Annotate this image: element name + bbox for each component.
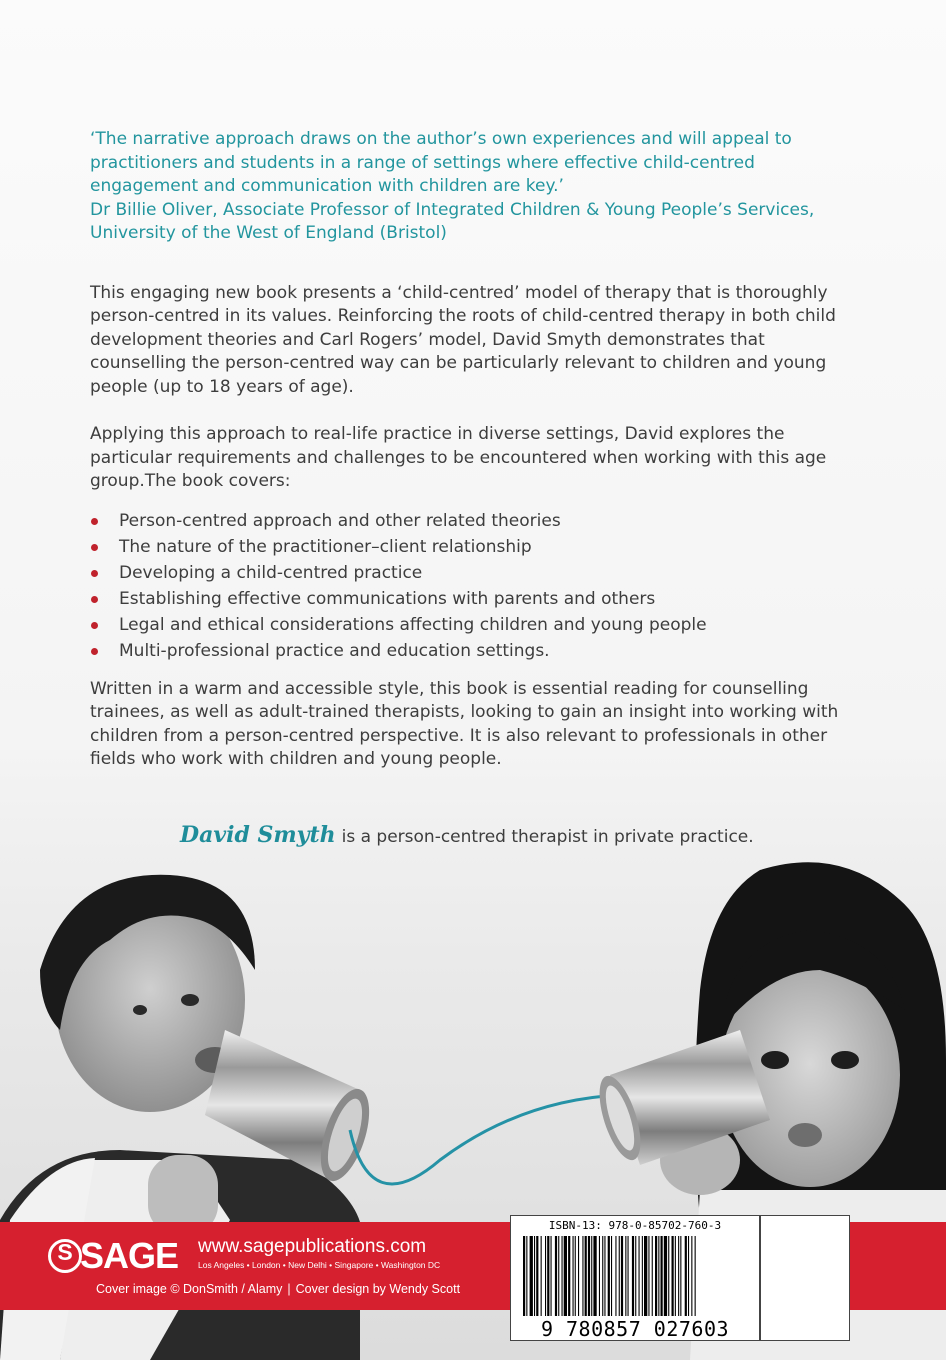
cover-text bbox=[90, 128, 850, 772]
barcode-bar bbox=[628, 1236, 629, 1316]
barcode-bar bbox=[619, 1236, 620, 1316]
barcode-bar bbox=[691, 1236, 692, 1316]
barcode-bar bbox=[564, 1236, 567, 1316]
barcode-bar bbox=[644, 1236, 647, 1316]
barcode-bar bbox=[685, 1236, 687, 1316]
barcode-bar bbox=[578, 1236, 579, 1316]
barcode-bar bbox=[547, 1236, 549, 1316]
author-name: David Smyth bbox=[180, 822, 336, 848]
bullet-icon bbox=[91, 596, 98, 603]
barcode-bar bbox=[585, 1236, 587, 1316]
isbn-label: ISBN-13: 978-0-85702-760-3 bbox=[548, 1219, 722, 1232]
bullet-icon bbox=[91, 544, 98, 551]
barcode-bar bbox=[608, 1236, 610, 1316]
author-bio-text: is a person-centred therapist in private practice. bbox=[341, 827, 754, 847]
publisher-url[interactable]: www.sagepublications.com bbox=[198, 1236, 427, 1257]
string-line bbox=[350, 1095, 620, 1184]
bullet-icon bbox=[91, 570, 98, 577]
list-item: Multi-professional practice and education settings. bbox=[90, 638, 850, 664]
publisher-cities: Los Angeles • London • New Delhi • Singapore • Washington DC bbox=[198, 1260, 441, 1270]
sage-logo-icon: S bbox=[48, 1239, 82, 1273]
barcode-bar bbox=[526, 1236, 527, 1316]
barcode-bar bbox=[615, 1236, 616, 1316]
list-item: The nature of the practitioner–client relationship bbox=[90, 534, 850, 560]
barcode-bar bbox=[658, 1236, 659, 1316]
barcode-bar bbox=[555, 1236, 557, 1316]
description-paragraph-2: Applying this approach to real-life practice in diverse settings, David explores the particular requirements and challenges to be encountered when working with this age group.The book covers: bbox=[90, 424, 827, 491]
barcode-bar bbox=[545, 1236, 546, 1316]
barcode-bar bbox=[668, 1236, 669, 1316]
barcode-bar bbox=[664, 1236, 667, 1316]
barcode-bar bbox=[632, 1236, 634, 1316]
barcode-bar bbox=[635, 1236, 636, 1316]
cover-credits bbox=[96, 1282, 460, 1296]
list-item: Legal and ethical considerations affecting children and young people bbox=[90, 612, 850, 638]
barcode-bar bbox=[575, 1236, 576, 1316]
barcode-bar bbox=[642, 1236, 643, 1316]
barcode-bar bbox=[562, 1236, 563, 1316]
barcode-bar bbox=[695, 1236, 696, 1316]
barcode-bar bbox=[672, 1236, 674, 1316]
barcode-bar bbox=[591, 1236, 592, 1316]
barcode-bar bbox=[568, 1236, 570, 1316]
description-paragraph-3: Written in a warm and accessible style, this book is essential reading for counselling trainees, as well as adult-trained therapists, looking to gain an insight into working with children from a person-centred perspective. It is also relevant to professionals in other fields who work with children and young people. bbox=[90, 678, 839, 769]
barcode-bar bbox=[652, 1236, 653, 1316]
barcode-bar bbox=[655, 1236, 657, 1316]
cover-image-credit: Cover image © DonSmith / Alamy bbox=[96, 1282, 283, 1296]
description-paragraph-1: This engaging new book presents a ‘child-centred’ model of therapy that is thoroughly person-centred in its values. Reinforcing the roots of child-centred therapy in both child development theories and Carl Rogers’ model, David Smyth demonstrates that counselling the person-centred way can be particularly relevant to children and young people (up to 18 years of age). bbox=[90, 282, 836, 397]
barcode-bar bbox=[625, 1236, 626, 1316]
barcode-bar bbox=[688, 1236, 689, 1316]
list-item: Developing a child-centred practice bbox=[90, 560, 850, 586]
barcode-bar bbox=[675, 1236, 676, 1316]
barcode-bar bbox=[534, 1236, 535, 1316]
barcode-bar bbox=[523, 1236, 525, 1316]
isbn-barcode bbox=[510, 1215, 760, 1341]
credit-separator: | bbox=[287, 1282, 291, 1296]
list-item: Establishing effective communications with parents and others bbox=[90, 586, 850, 612]
barcode-bar bbox=[661, 1236, 663, 1316]
barcode-bars bbox=[523, 1236, 747, 1316]
bullet-icon bbox=[91, 622, 98, 629]
back-cover: ‘The narrative approach draws on the author’s own experiences and will appeal to practitioners and students in a range of settings where effective child-centred engagement and communication with children are key.’ Dr Billie Oliver, Associate Professor of Integrated Children & Young People’s Services, University of the West of England (Bristol) This engaging new book presents a ‘child-centred’ model of therapy that is thoroughly person-centred in its values. Reinforcing the roots of child-centred therapy in both child development theories and Carl Rogers’ model, David Smyth demonstrates that counselling the person-centred way can be particularly relevant to children and young people (up to 18 years of age). Applying this approach to real-life practice in diverse settings, David explores the particular requirements and challenges to be encountered when working with this age group.The book covers: Person-centred approach and other related theories The nature of the practitioner–client relationship Developing a child-centred practice Establishing effective communications with parents and others Legal and ethical considerations affecting children and young people Multi-professional practice and education settings. Written in a warm and accessible style, this book is essential reading for counselling trainees, as well as adult-trained therapists, looking to gain an insight into working with children from a person-centred perspective. It is also relevant to professionals in other fields who work with children and young people. David Smyth is a person-centred therapist in private practice. S SAGE www.sagepublications.com Los Angeles • London • New Delhi • Singapore • Washington DC Cover image © DonSmith / Alamy | Cover design by Wendy Scott ISBN-13: 978-0-85702-760-3 9 780857 027603 bbox=[0, 0, 946, 1360]
barcode-bar bbox=[599, 1236, 600, 1316]
cover-design-credit: Cover design by Wendy Scott bbox=[295, 1282, 461, 1296]
barcode-bar bbox=[639, 1236, 640, 1316]
barcode-bar bbox=[541, 1236, 542, 1316]
barcode-bar bbox=[680, 1236, 681, 1316]
barcode-bar bbox=[588, 1236, 590, 1316]
endorsement-attribution: Dr Billie Oliver, Associate Professor of Integrated Children & Young People’s Services, University of the West of England (Bristol) bbox=[90, 199, 815, 243]
barcode-bar bbox=[611, 1236, 612, 1316]
price-box bbox=[760, 1215, 850, 1341]
endorsement-quote: ‘The narrative approach draws on the author’s own experiences and will appeal to practitioners and students in a range of settings where effective child-centred engagement and communication with children are key.’ bbox=[90, 129, 792, 196]
barcode-bar bbox=[593, 1236, 596, 1316]
author-bio bbox=[180, 822, 754, 848]
barcode-bar bbox=[678, 1236, 679, 1316]
barcode-bar bbox=[558, 1236, 559, 1316]
barcode-bar bbox=[530, 1236, 533, 1316]
barcode-bar bbox=[551, 1236, 552, 1316]
barcode-bar bbox=[648, 1236, 649, 1316]
bullet-icon bbox=[91, 648, 98, 655]
barcode-bar bbox=[604, 1236, 605, 1316]
barcode-bar bbox=[573, 1236, 574, 1316]
barcode-bar bbox=[536, 1236, 538, 1316]
barcode-bar bbox=[602, 1236, 603, 1316]
barcode-number: 9 780857 027603 bbox=[540, 1317, 730, 1341]
barcode-bar bbox=[621, 1236, 623, 1316]
list-item: Person-centred approach and other related theories bbox=[90, 508, 850, 534]
bullet-icon bbox=[91, 518, 98, 525]
barcode-bar bbox=[582, 1236, 583, 1316]
covered-topics-list bbox=[90, 508, 850, 664]
